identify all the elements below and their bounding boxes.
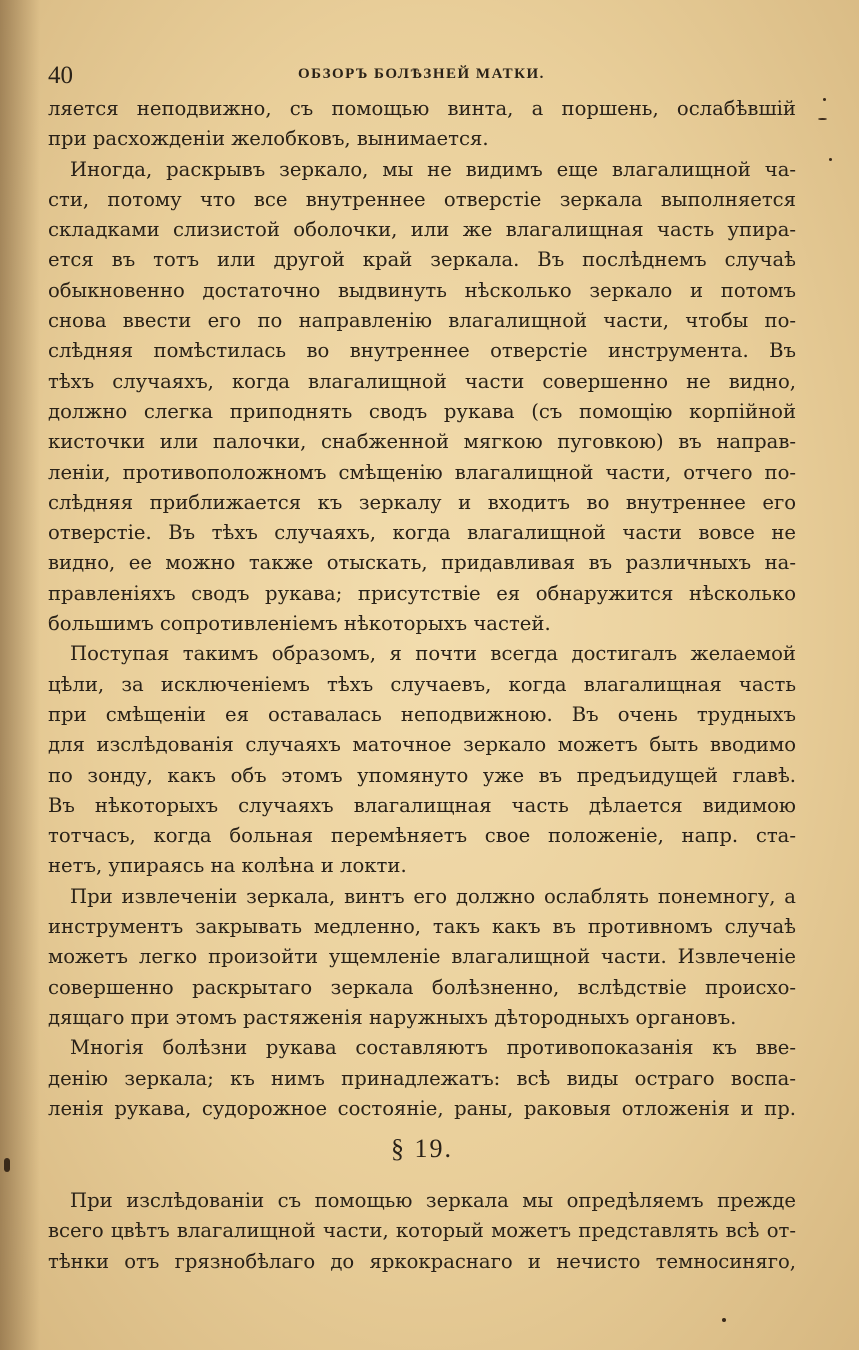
- text-line: по зонду, какъ объ этомъ упомянуто уже въ предъидущей главѣ.: [48, 763, 796, 787]
- text-line: тѣхъ случаяхъ, когда влагалищной части совершенно не видно,: [48, 369, 796, 393]
- paragraph: [48, 1186, 796, 1277]
- text-line: большимъ сопротивленіемъ нѣкоторыхъ частей.: [48, 612, 551, 636]
- text-line: тѣнки отъ грязнобѣлаго до яркокраснаго и нечисто темносиняго,: [48, 1249, 796, 1273]
- text-line: Многія болѣзни рукава составляютъ противопоказанія къ вве-: [70, 1036, 796, 1060]
- text-line: тотчасъ, когда больная перемѣняетъ свое положеніе, напр. ста-: [48, 824, 796, 848]
- paragraph: [48, 882, 796, 1033]
- text-line: правленіяхъ сводъ рукава; присутствіе ея обнаружится нѣсколько: [48, 581, 796, 605]
- text-line: видно, ее можно также отыскать, придавливая въ различныхъ на-: [48, 551, 796, 575]
- text-line: сти, потому что все внутреннее отверстіе зеркала выполняется: [48, 187, 796, 211]
- text-line: снова ввести его по направленію влагалищной части, чтобы по-: [48, 309, 796, 333]
- text-line: денію зеркала; къ нимъ принадлежатъ: всѣ виды остраго воспа-: [48, 1066, 796, 1090]
- final-paragraph: [48, 1186, 796, 1277]
- text-line: можетъ легко произойти ущемленіе влагалищной части. Извлеченіе: [48, 945, 796, 969]
- text-line: складками слизистой оболочки, или же влагалищная часть упира-: [48, 218, 796, 242]
- text-line: ленія рукава, судорожное состояніе, раны, раковыя отложенія и пр.: [48, 1096, 796, 1120]
- text-line: должно слегка приподнять сводъ рукава (съ помощію корпійной: [48, 399, 796, 423]
- text-line: дящаго при этомъ растяженія наружныхъ дѣтородныхъ органовъ.: [48, 1005, 737, 1029]
- text-line: инструментъ закрывать медленно, такъ какъ въ противномъ случаѣ: [48, 915, 796, 939]
- page-number: 40: [48, 62, 73, 89]
- text-line: отверстіе. Въ тѣхъ случаяхъ, когда влагалищной части вовсе не: [48, 521, 796, 545]
- text-line: слѣдняя приближается къ зеркалу и входитъ во внутреннее его: [48, 490, 796, 514]
- page-edge-shadow: [0, 0, 40, 1350]
- text-line: При изслѣдованіи съ помощью зеркала мы опредѣляемъ прежде: [70, 1189, 796, 1213]
- text-line: Въ нѣкоторыхъ случаяхъ влагалищная часть дѣлается видимою: [48, 793, 796, 817]
- paragraph: [48, 155, 796, 640]
- body-text: [48, 94, 796, 1124]
- text-line: нетъ, упираясь на колѣна и локти.: [48, 854, 407, 878]
- text-line: леніи, противоположномъ смѣщенію влагалищной части, отчего по-: [48, 460, 796, 484]
- scan-speck: [4, 1158, 10, 1172]
- text-line: При извлеченіи зеркала, винтъ его должно ослаблять понемногу, а: [70, 884, 796, 908]
- scan-speck: [818, 118, 827, 120]
- text-line: Поступая такимъ образомъ, я почти всегда достигалъ желаемой: [70, 642, 796, 666]
- section-heading: § 19.: [391, 1134, 453, 1164]
- paragraph: [48, 639, 796, 881]
- page-header: [48, 50, 796, 94]
- text-line: при смѣщеніи ея оставалась неподвижною. Въ очень трудныхъ: [48, 702, 796, 726]
- text-line: цѣли, за исключеніемъ тѣхъ случаевъ, когда влагалищная часть: [48, 672, 796, 696]
- paragraph: [48, 1033, 796, 1124]
- paragraph: [48, 94, 796, 155]
- scan-speck: [722, 1318, 726, 1322]
- scan-speck: [829, 158, 832, 161]
- text-line: для изслѣдованія случаяхъ маточное зеркало можетъ быть вводимо: [48, 733, 796, 757]
- text-line: ляется неподвижно, съ помощью винта, а поршень, ослабѣвшій: [48, 97, 796, 120]
- scan-speck: [823, 98, 826, 101]
- text-line: Иногда, раскрывъ зеркало, мы не видимъ еще влагалищной ча-: [70, 157, 796, 181]
- text-line: совершенно раскрытаго зеркала болѣзненно, вслѣдствіе происхо-: [48, 975, 796, 999]
- running-title: ОБЗОРЪ БОЛѢЗНЕЙ МАТКИ.: [298, 66, 545, 82]
- text-line: слѣдняя помѣстилась во внутреннее отверстіе инструмента. Въ: [48, 339, 796, 363]
- text-line: кисточки или палочки, снабженной мягкою пуговкою) въ направ-: [48, 430, 796, 454]
- text-line: при расхожденіи желобковъ, вынимается.: [48, 127, 489, 151]
- text-line: обыкновенно достаточно выдвинуть нѣсколько зеркало и потомъ: [48, 278, 796, 302]
- text-line: ется въ тотъ или другой край зеркала. Въ послѣднемъ случаѣ: [48, 248, 796, 272]
- book-page: [48, 50, 796, 1277]
- text-line: всего цвѣтъ влагалищной части, который можетъ представлять всѣ от-: [48, 1219, 796, 1243]
